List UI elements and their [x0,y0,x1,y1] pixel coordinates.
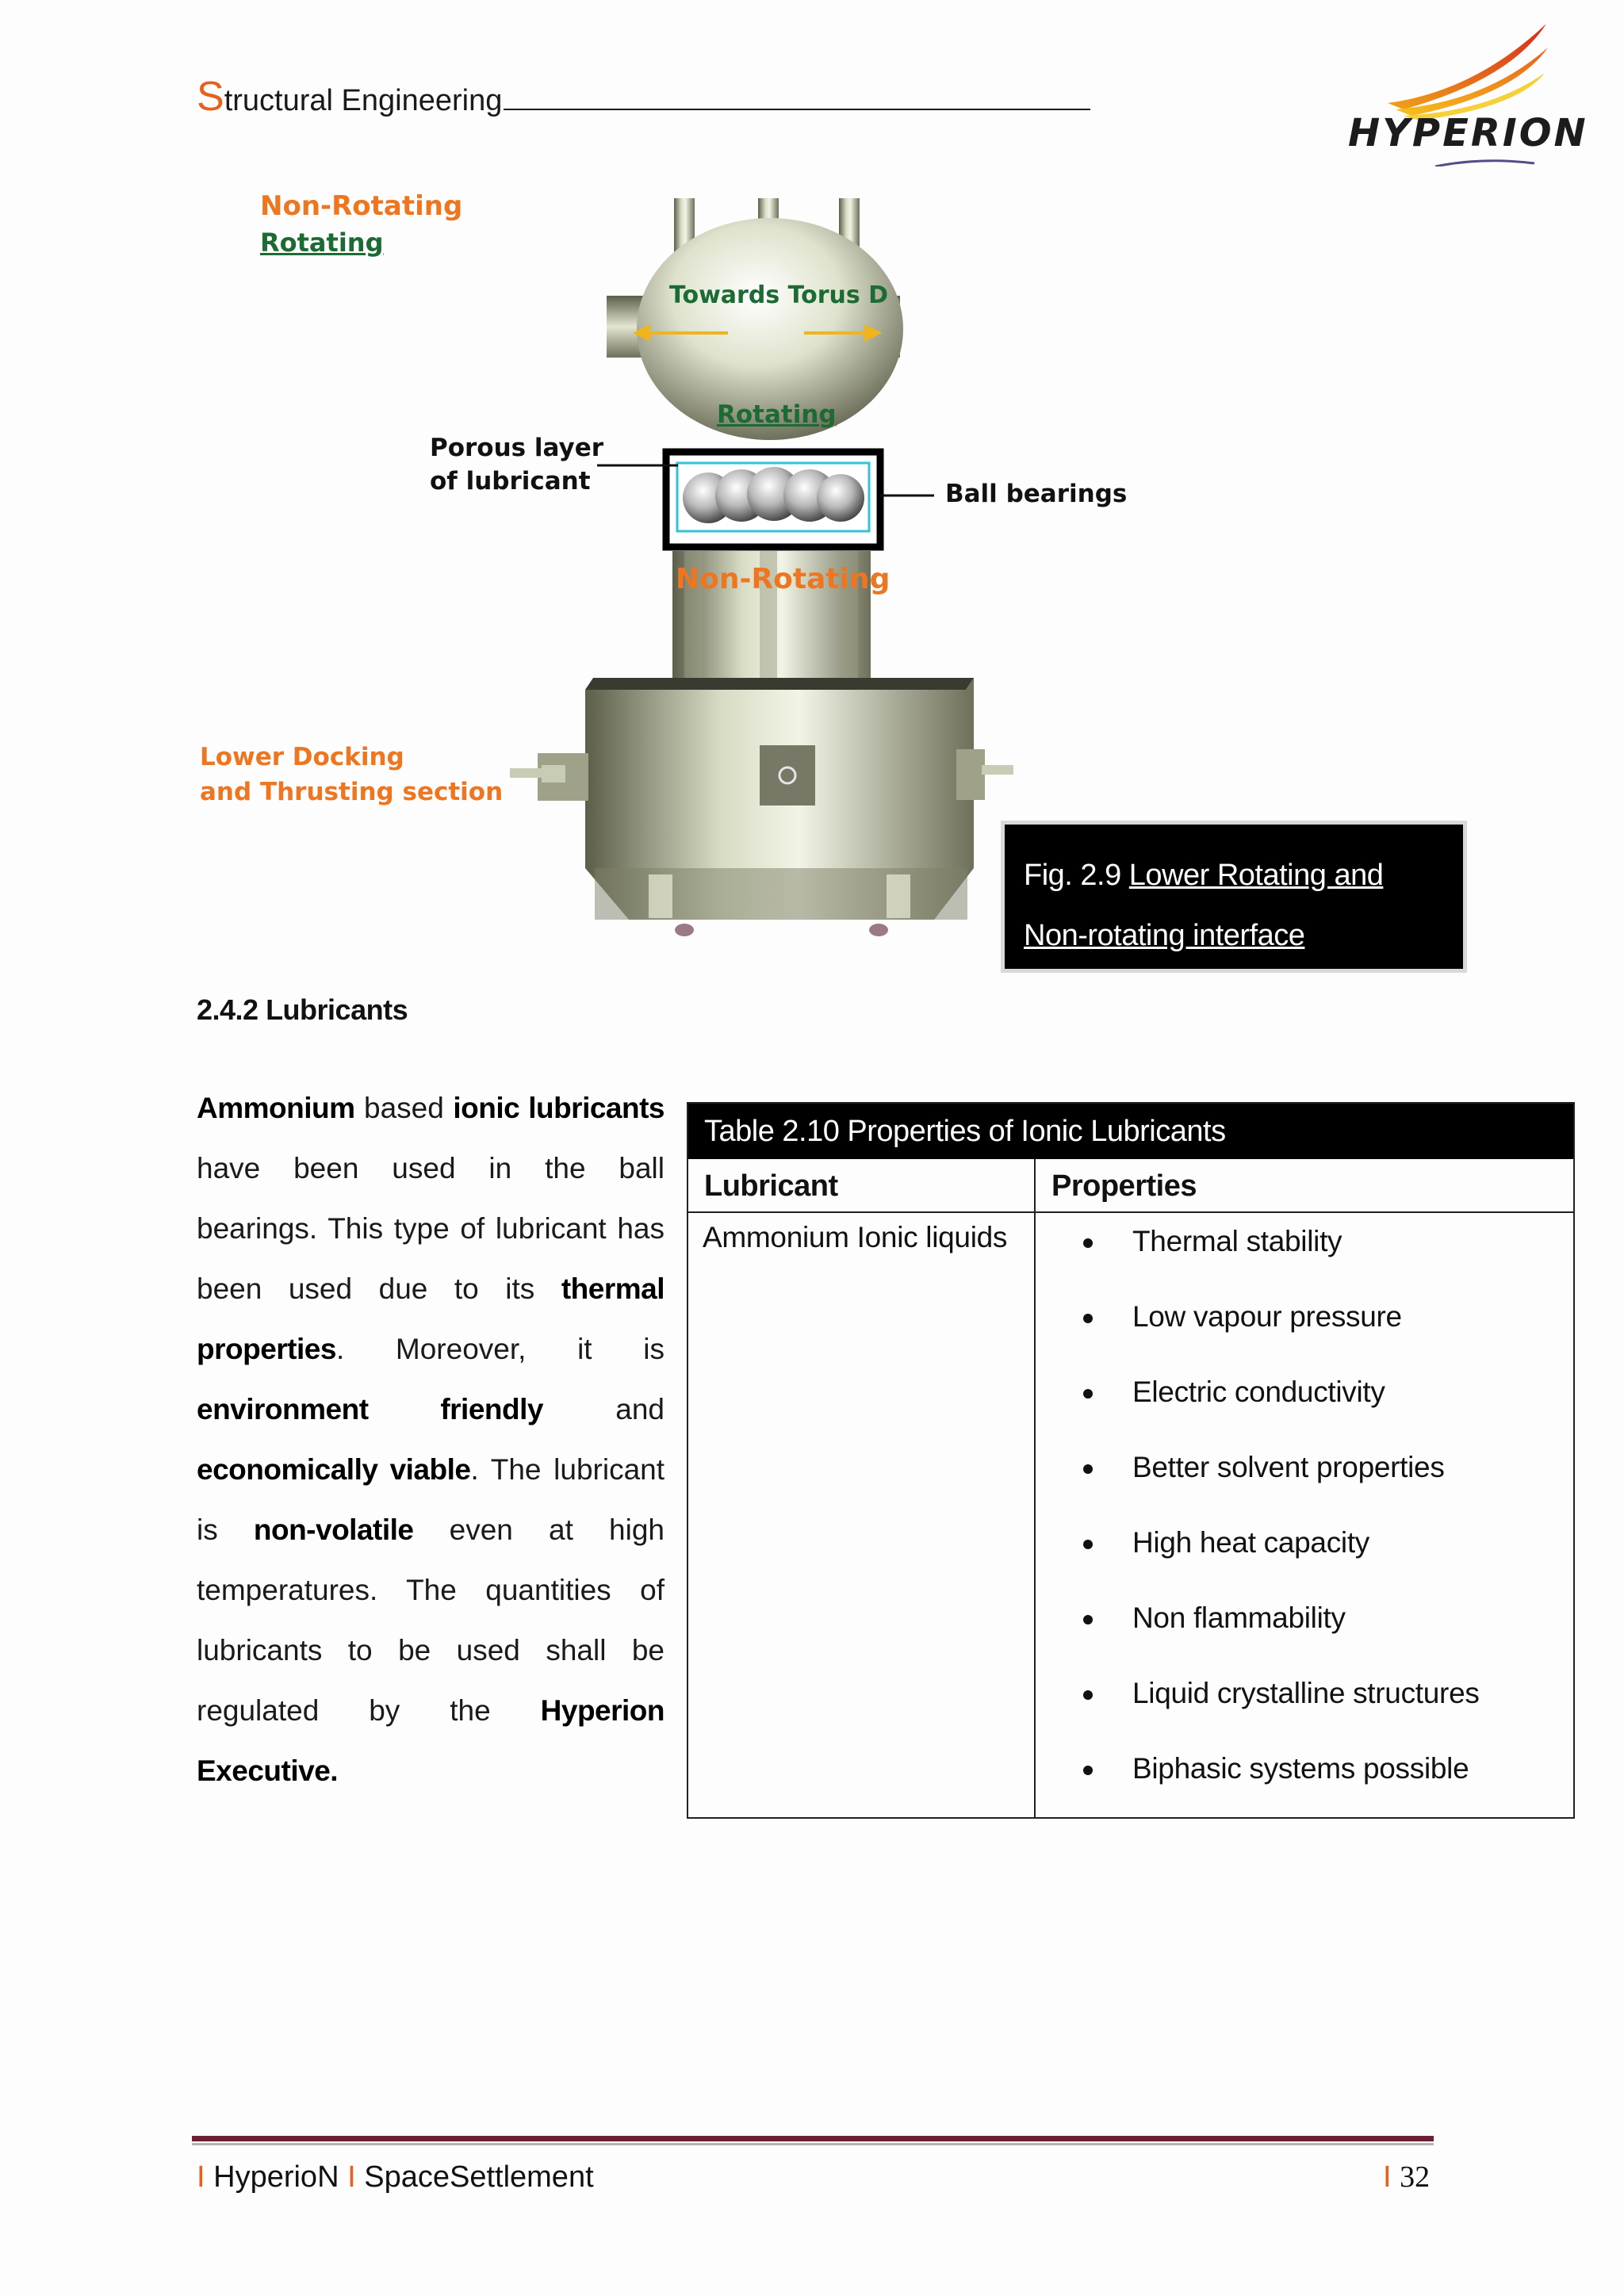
body-term-hyperion-executive: Hyperion Executive. [197,1694,665,1787]
lower-docking-label-1: Lower Docking [200,743,404,771]
figure-caption-line1: Lower Rotating and [1128,859,1384,892]
list-item: Non flammability [1036,1599,1573,1674]
body-term-non-volatile: non-volatile [253,1513,414,1546]
legend-non-rotating: Non-Rotating [260,190,463,222]
figure-caption-line2: Non-rotating interface [1024,919,1305,952]
table-cell-properties [1036,1213,1573,1817]
body-text-6: even at high temperatures. The quantities of lubricants to be used shall be regulated by the [197,1513,665,1727]
footer-separator-2: I [339,2160,365,2194]
page-number-value: 32 [1400,2160,1431,2194]
body-text-2: have been used in the ball bearings. This type of lubricant has been used due to its [197,1152,665,1305]
section-title: 2.4.2 Lubricants [197,993,408,1026]
lower-docking-label-2: and Thrusting section [200,778,504,806]
list-item: High heat capacity [1036,1524,1573,1599]
body-term-economically-viable: economically viable [197,1453,471,1486]
list-item: Biphasic systems possible [1036,1750,1573,1825]
footer-project-s4: ettlement [469,2160,594,2194]
figure-caption [1001,821,1467,973]
body-term-environment-friendly: environment friendly [197,1393,543,1425]
list-item: Low vapour pressure [1036,1298,1573,1373]
footer-rule [192,2136,1434,2141]
table-caption: Table 2.10 Properties of Ionic Lubricants [688,1104,1573,1159]
list-item: Electric conductivity [1036,1373,1573,1448]
table-cell-lubricant: Ammonium Ionic liquids [688,1213,1036,1817]
non-rotating-label: Non-Rotating [676,563,891,595]
body-term-thermal-properties: thermal properties [197,1272,665,1365]
page-header [197,76,1090,118]
lubricants-table [687,1102,1575,1819]
towards-torus-label: Towards Torus D [669,281,889,309]
footer-project-s2: pace [384,2160,450,2194]
porous-layer-label-2: of lubricant [430,467,591,496]
body-paragraph [197,1078,665,1801]
footer-rule-shadow [192,2143,1434,2145]
figure-caption-prefix: Fig. 2.9 [1024,859,1129,892]
header-title: tructural Engineering [224,84,503,117]
footer-project-s1: S [364,2160,385,2194]
table-header-properties: Properties [1051,1169,1197,1203]
body-term-ionic-lubricants: ionic lubricants [453,1092,665,1124]
body-text-4: and [542,1393,665,1425]
porous-layer-label-1: Porous layer [430,434,604,462]
page-number [1383,2160,1430,2195]
footer-org [197,2160,594,2195]
list-item: Liquid crystalline structures [1036,1674,1573,1750]
footer-project-s3: S [449,2160,470,2194]
table-header-lubricant: Lubricant [688,1159,1036,1211]
table-header-row [688,1159,1573,1213]
page-number-separator: I [1383,2160,1400,2194]
footer-separator: I [197,2160,214,2194]
logo-wordmark: HYPERION [1348,111,1588,155]
rotating-label: Rotating [717,400,837,429]
table-row [688,1213,1573,1817]
footer-org-name: HyperioN [213,2160,339,2194]
properties-list [1036,1213,1573,1825]
list-item: Thermal stability [1036,1223,1573,1298]
list-item: Better solvent properties [1036,1448,1573,1524]
body-text-5: . The lubricant is [197,1453,665,1546]
ball-bearings-label: Ball bearings [945,480,1128,508]
legend-rotating: Rotating [260,228,384,258]
body-term-ammonium: Ammonium [197,1092,355,1124]
body-text-1: based [354,1092,454,1124]
header-rule [504,109,1090,110]
body-text-3: . Moreover, it is [335,1333,665,1365]
header-title-initial: S [197,74,224,120]
